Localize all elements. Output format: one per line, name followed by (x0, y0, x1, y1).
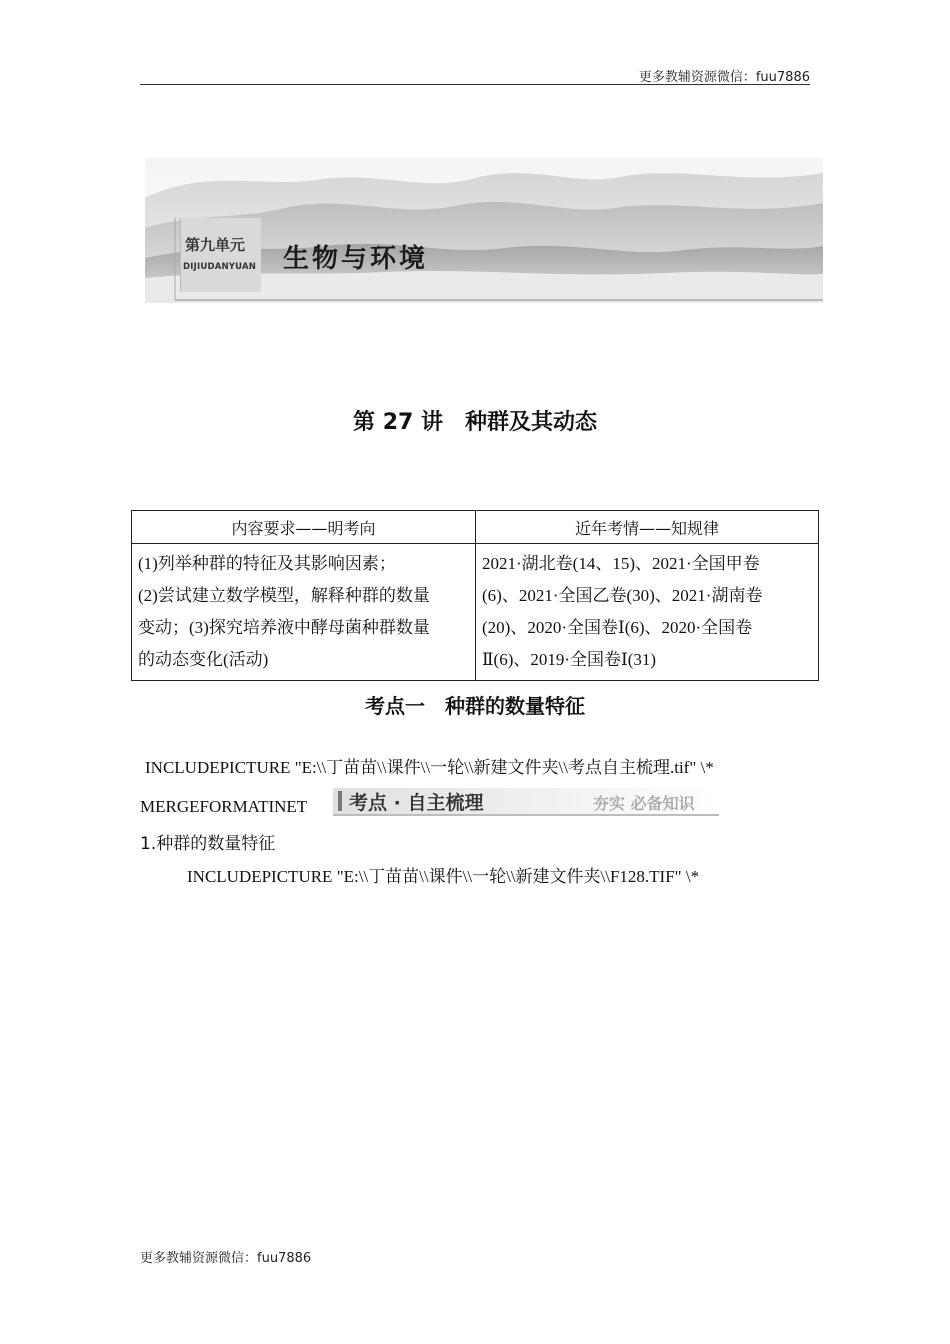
kaodian-banner (333, 788, 719, 816)
kaodian-banner-title: 考点 · 自主梳理 (349, 792, 484, 814)
text-line: (6)、2021·全国乙卷(30)、2021·湖南卷 (482, 586, 763, 605)
field-code-line: MERGEFORMATINET (140, 797, 308, 816)
lecture-title: 第 27 讲 种群及其动态 (353, 410, 597, 435)
unit-title: 生物与环境 (283, 244, 429, 274)
text-line: (1)列举种群的特征及其影响因素； (138, 554, 396, 573)
header-rule (140, 84, 810, 85)
text-line: (2)尝试建立数学模型，解释种群的数量 (138, 586, 430, 605)
unit-label-box (180, 218, 261, 292)
content-requirements-cell (132, 544, 476, 681)
text-line: 2021·湖北卷(14、15)、2021·全国甲卷 (482, 554, 760, 573)
text-line: (20)、2020·全国卷Ⅰ(6)、2020·全国卷 (482, 618, 753, 637)
text-line: Ⅱ(6)、2019·全国卷Ⅰ(31) (482, 650, 657, 669)
section-title: 考点一 种群的数量特征 (365, 694, 585, 718)
kaodian-banner-subtitle: 夯实 必备知识 (593, 794, 695, 813)
item-heading: 1.种群的数量特征 (140, 834, 276, 854)
header-note: 更多教辅资源微信：fuu7886 (638, 70, 810, 85)
unit-label-cn: 第九单元 (185, 236, 246, 254)
text-line: 的动态变化(活动) (138, 650, 269, 669)
unit-label-en: DIJIUDANYUAN (183, 262, 257, 272)
unit-banner (145, 158, 823, 303)
field-code-line: INCLUDEPICTURE "E:\\丁苗苗\\课件\\一轮\\新建文件夹\\F128.TIF" \* (187, 867, 700, 886)
table-header-left: 内容要求——明考向 (132, 511, 476, 544)
banner-bar-icon (338, 791, 342, 811)
exam-history-cell (476, 544, 819, 681)
footer-note: 更多教辅资源微信：fuu7886 (140, 1251, 312, 1266)
text-line: 变动；(3)探究培养液中酵母菌种群数量 (138, 618, 430, 637)
table-header-right: 近年考情——知规律 (476, 511, 819, 544)
requirements-table (131, 510, 819, 681)
field-code-line: INCLUDEPICTURE "E:\\丁苗苗\\课件\\一轮\\新建文件夹\\考点自主梳理.tif" \* (145, 758, 714, 777)
